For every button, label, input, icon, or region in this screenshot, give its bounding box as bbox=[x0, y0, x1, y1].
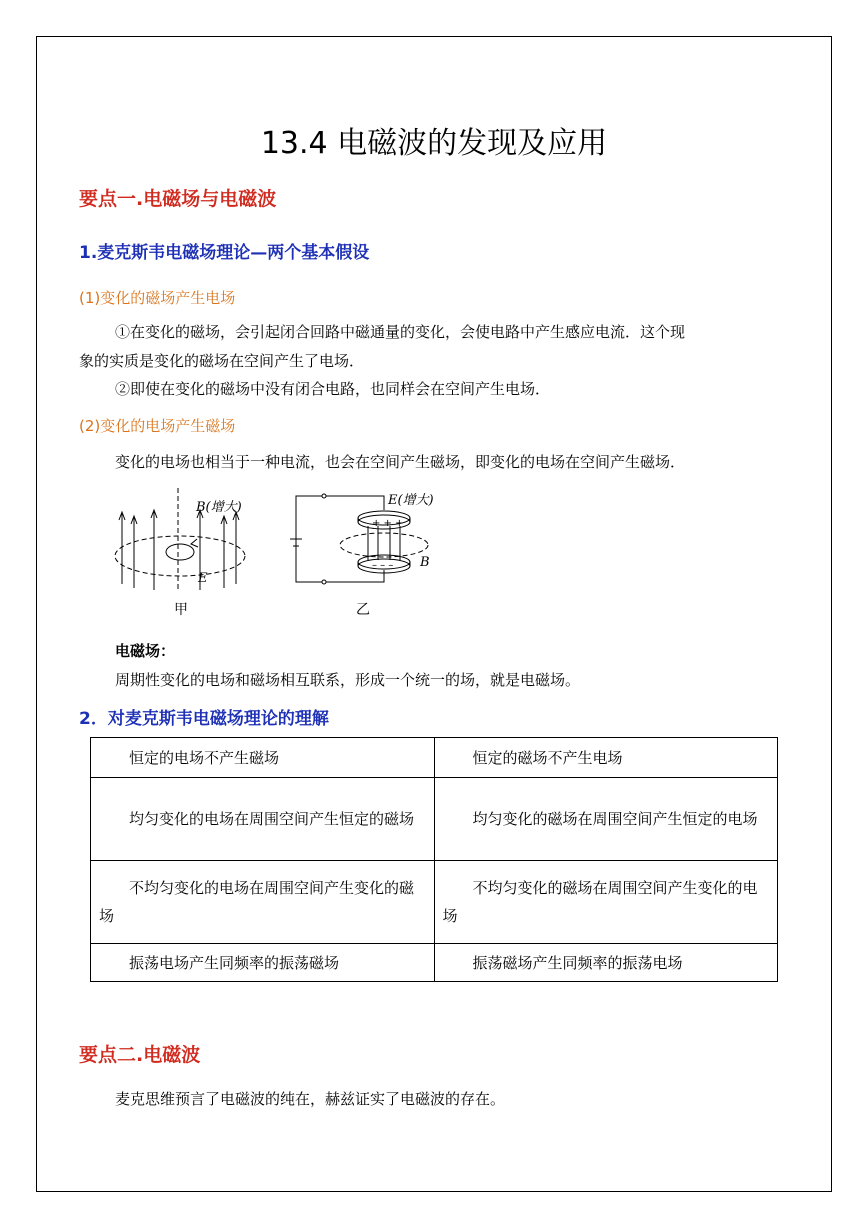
section1-heading: 要点一.电磁场与电磁波 bbox=[79, 188, 277, 210]
part1-para2: ②即使在变化的磁场中没有闭合电路，也同样会在空间产生电场． bbox=[115, 380, 551, 398]
table-row bbox=[91, 861, 778, 944]
part2-para: 变化的电场也相当于一种电流，也会在空间产生磁场，即变化的电场在空间产生磁场． bbox=[115, 453, 686, 471]
sub2-heading: 2．对麦克斯韦电磁场理论的理解 bbox=[79, 709, 329, 729]
yi-circuit-top bbox=[326, 496, 384, 510]
table-row bbox=[91, 778, 778, 861]
jia-B-label: B(增大) bbox=[196, 500, 242, 515]
yi-B-ellipse bbox=[340, 533, 428, 557]
page-title: 13.4 电磁波的发现及应用 bbox=[260, 126, 608, 161]
jia-center-loop bbox=[166, 544, 194, 560]
yi-B-label: B bbox=[420, 555, 430, 570]
part1-heading: (1)变化的磁场产生电场 bbox=[79, 289, 236, 307]
emfield-label: 电磁场： bbox=[115, 642, 176, 660]
sub1-heading: 1.麦克斯韦电磁场理论—两个基本假设 bbox=[79, 243, 370, 263]
table-row bbox=[91, 944, 778, 982]
svg-text:– – –: – – – bbox=[372, 560, 394, 571]
part2-heading: (2)变化的电场产生磁场 bbox=[79, 417, 236, 435]
field-diagram bbox=[100, 484, 460, 628]
table-cell: 振荡磁场产生同频率的振荡电场 bbox=[434, 944, 778, 982]
table-row bbox=[91, 738, 778, 778]
table-cell: 均匀变化的磁场在周围空间产生恒定的电场 bbox=[434, 778, 778, 861]
jia-loop-arrow bbox=[191, 539, 198, 547]
table-cell: 不均匀变化的磁场在周围空间产生变化的电场 bbox=[434, 861, 778, 944]
yi-E-label: E(增大) bbox=[388, 493, 434, 508]
jia-caption: 甲 bbox=[174, 602, 188, 618]
part1-para1-line2: 象的实质是变化的磁场在空间产生了电场． bbox=[79, 352, 365, 370]
emfield-text: 周期性变化的电场和磁场相互联系，形成一个统一的场，就是电磁场。 bbox=[115, 671, 581, 689]
comparison-table bbox=[90, 737, 778, 982]
table-cell: 不均匀变化的电场在周围空间产生变化的磁场 bbox=[91, 861, 435, 944]
jia-E-label: E bbox=[198, 571, 208, 586]
yi-circuit-bottom bbox=[326, 570, 384, 582]
section2-heading: 要点二.电磁波 bbox=[79, 1044, 201, 1066]
part1-para1-line1: ①在变化的磁场，会引起闭合回路中磁通量的变化，会使电路中产生感应电流．这个现 bbox=[115, 323, 686, 341]
table-cell: 均匀变化的电场在周围空间产生恒定的磁场 bbox=[91, 778, 435, 861]
yi-caption: 乙 bbox=[356, 602, 370, 618]
svg-text:+ + +: + + + bbox=[372, 518, 404, 529]
table-cell: 振荡电场产生同频率的振荡磁场 bbox=[91, 944, 435, 982]
table-cell: 恒定的磁场不产生电场 bbox=[434, 738, 778, 778]
table-cell: 恒定的电场不产生磁场 bbox=[91, 738, 435, 778]
section2-text: 麦克思维预言了电磁波的纯在，赫兹证实了电磁波的存在。 bbox=[115, 1090, 506, 1108]
field-diagram-svg bbox=[100, 484, 460, 624]
